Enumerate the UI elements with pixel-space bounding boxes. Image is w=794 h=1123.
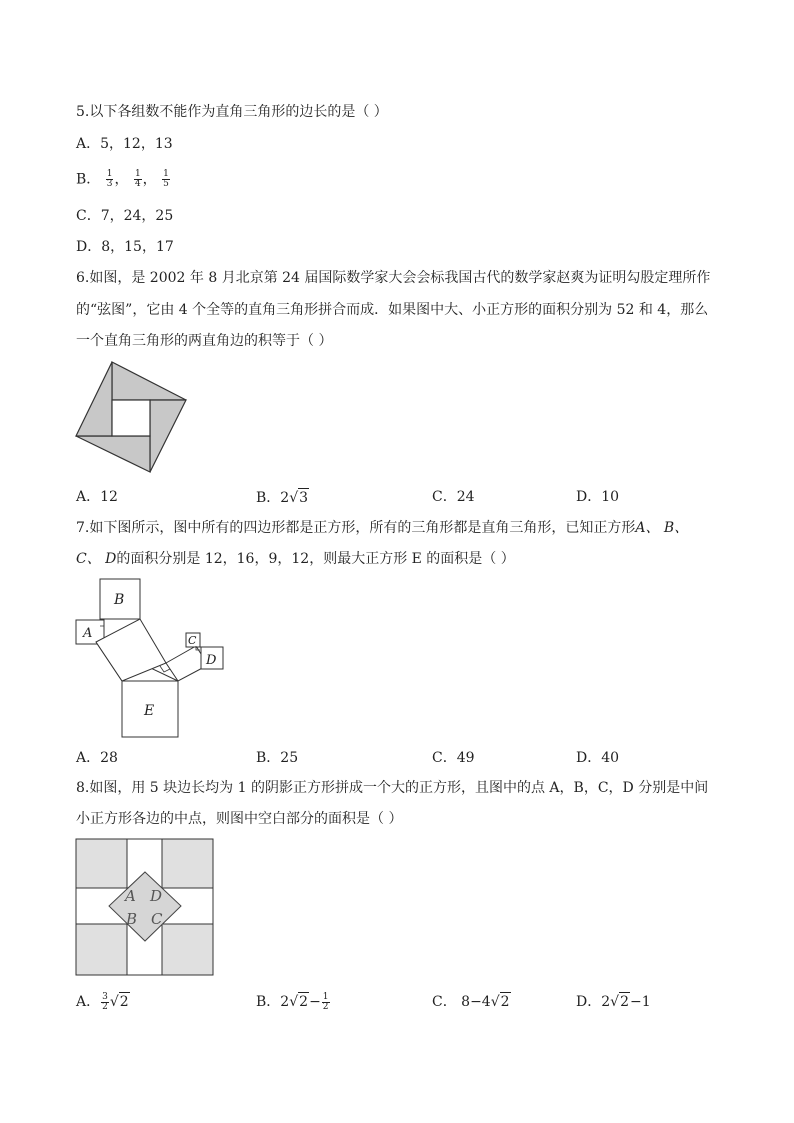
q6-inner-square [112, 400, 150, 436]
q7-label-d: D [206, 653, 217, 668]
q5-frac-2 [134, 170, 142, 189]
q8-option-c-prefix: C． [432, 994, 457, 1010]
q8-corner-square-tl [76, 839, 127, 888]
q5-option-b-prefix: B． [76, 171, 101, 188]
q5-frac-2-den: 4 [134, 179, 141, 189]
q5-sep-2: ， [142, 171, 157, 188]
q8-option-c-expr: 8−4 [461, 994, 491, 1010]
q8-stem-line2: 小正方形各边的中点，则图中空白部分的面积是（ ） [76, 811, 403, 827]
q8-option-c-radicand: 2 [500, 994, 510, 1010]
q8-label-d: D [150, 887, 163, 905]
q5-frac-1 [106, 170, 114, 189]
q8-option-b [256, 992, 331, 1012]
q8-option-b-frac-den: 2 [322, 1001, 329, 1012]
q6-option-b [256, 488, 309, 507]
q8-label-b: B [126, 910, 138, 928]
q5-option-d: D．8，15，17 [76, 239, 174, 255]
q5-frac-3-den: 5 [163, 179, 169, 189]
q6-option-b-prefix: B． [256, 490, 281, 506]
q5-option-b [76, 170, 171, 189]
q7-option-b: B．25 [256, 750, 299, 766]
q7-stem-line1 [76, 519, 688, 537]
q8-label-a: A [125, 887, 136, 905]
q5-frac-2-num: 1 [134, 169, 141, 179]
q8-option-b-frac-num: 1 [322, 991, 329, 1002]
q8-option-b-prefix: B． [256, 994, 281, 1010]
q6-stem-line2: 的“弦图”，它由 4 个全等的直角三角形拼合而成．如果图中大、小正方形的面积分别为 52 和 4，那么 [76, 302, 709, 318]
q8-option-a [76, 992, 130, 1012]
q6-stem-line1: 6.如图，是 2002 年 8 月北京第 24 届国际数学家大会会标我国古代的数学家赵爽为证明勾股定理所作 [76, 270, 711, 286]
q8-option-a-frac [101, 993, 109, 1012]
q7-option-c: C．49 [432, 750, 475, 766]
radical-icon: √ [109, 994, 119, 1010]
radical-icon: √ [490, 994, 500, 1010]
q8-option-b-minus: − [309, 994, 321, 1010]
q7-label-a: A [83, 626, 93, 641]
q7-stem-line1-vars: A、 B、 [635, 520, 689, 536]
q5-stem: 5.以下各组数不能作为直角三角形的边长的是（ ） [76, 104, 388, 120]
q5-sep-1: ， [114, 171, 129, 188]
q6-option-d: D．10 [576, 489, 620, 505]
q8-option-a-frac-den: 2 [102, 1001, 108, 1012]
q8-option-c [432, 992, 511, 1011]
q7-option-a: A．28 [76, 750, 118, 766]
radical-icon: √ [610, 994, 620, 1010]
q6-stem-line3: 一个直角三角形的两直角边的积等于（ ） [76, 333, 333, 349]
q7-square-ab [96, 619, 166, 681]
q7-stem-line2-vars: C、 D [76, 551, 117, 567]
q5-frac-3 [162, 170, 170, 189]
q8-option-a-prefix: A． [76, 994, 101, 1010]
q6-triangle-right [150, 400, 186, 472]
q7-stem-line2 [76, 550, 515, 568]
q7-stem-line1-text: 7.如下图所示，图中所有的四边形都是正方形，所有的三角形都是直角三角形，已知正方形 [76, 520, 636, 536]
q8-corner-square-br [162, 924, 213, 975]
q8-option-a-radicand: 2 [119, 994, 129, 1010]
q5-frac-1-den: 3 [106, 179, 113, 189]
q8-label-c: C [151, 910, 163, 928]
radical-icon: √ [289, 490, 299, 506]
q5-frac-1-num: 1 [106, 169, 113, 179]
q8-option-d-tail: −1 [630, 994, 651, 1010]
q5-option-a: A．5，12，13 [76, 136, 173, 152]
q6-triangle-left [76, 362, 112, 436]
q6-zhao-shuang-diagram [74, 360, 190, 475]
q8-option-d-prefix: D． [576, 994, 602, 1010]
q8-option-d [576, 992, 651, 1011]
q5-option-c: C．7，24，25 [76, 208, 174, 224]
q6-option-a: A．12 [76, 489, 118, 505]
q6-option-b-coef: 2 [280, 490, 290, 506]
q7-squares-diagram [74, 578, 226, 738]
q7-label-b: B [114, 592, 125, 608]
q8-cross-diagram [75, 838, 215, 977]
q8-corner-square-bl [76, 924, 127, 975]
q6-triangle-bottom [76, 436, 150, 472]
q8-option-a-frac-num: 3 [102, 991, 108, 1002]
q8-stem-line1: 8.如图，用 5 块边长均为 1 的阴影正方形拼成一个大的正方形，且图中的点 A，B，C，D 分别是中间 [76, 780, 709, 796]
q6-triangle-top [112, 362, 186, 400]
q8-option-d-radicand: 2 [620, 994, 629, 1010]
q8-option-b-frac [322, 993, 330, 1012]
q8-option-b-coef: 2 [280, 994, 290, 1010]
q5-frac-3-num: 1 [163, 169, 169, 179]
q7-option-d: D．40 [576, 750, 620, 766]
q7-label-e: E [144, 703, 155, 719]
q6-option-b-radicand: 3 [299, 490, 309, 506]
radical-icon: √ [289, 994, 299, 1010]
q7-label-c: C [188, 634, 197, 647]
q8-corner-square-tr [162, 839, 213, 888]
q8-option-b-radicand: 2 [299, 994, 309, 1010]
q8-option-d-coef: 2 [601, 994, 611, 1010]
q7-stem-line2-text: 的面积分别是 12，16，9，12，则最大正方形 E 的面积是（ ） [116, 551, 515, 567]
q6-option-c: C．24 [432, 489, 475, 505]
